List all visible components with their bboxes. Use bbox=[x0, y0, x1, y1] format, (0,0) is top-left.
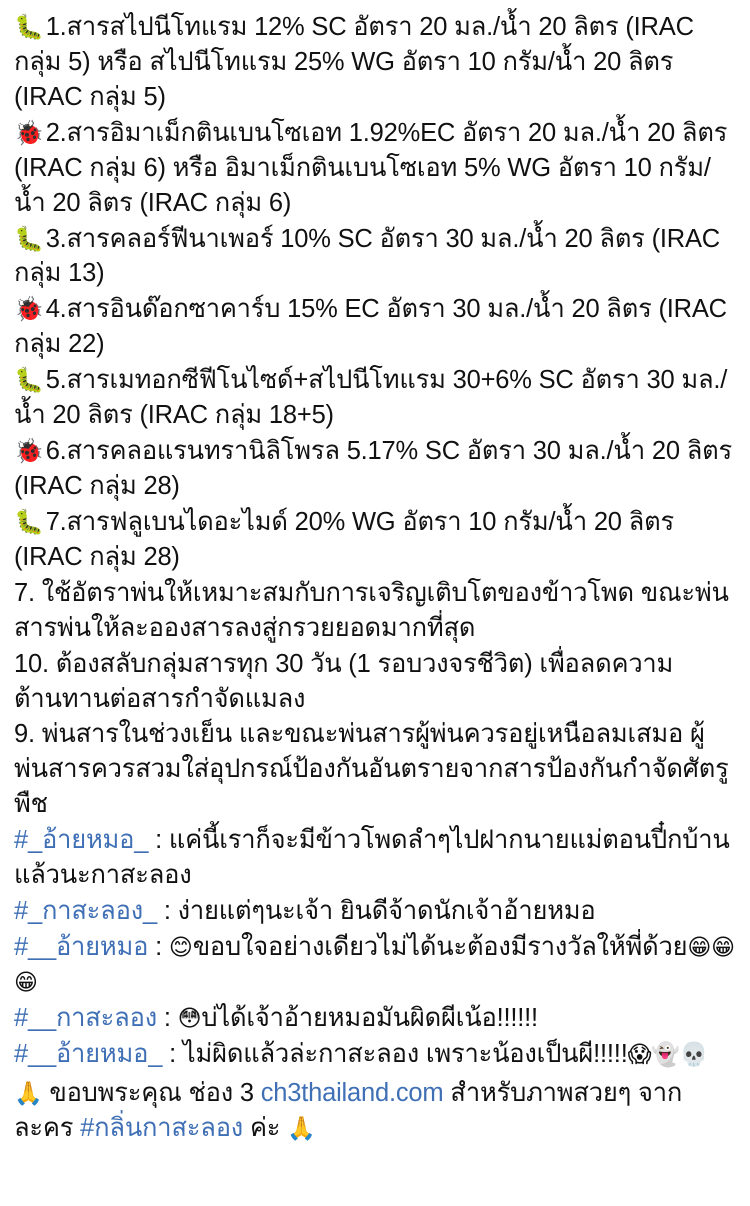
list-item-text: 4.สารอินด๊อกซาคาร์บ 15% EC อัตรา 30 มล./น้ำ 20 ลิตร (IRAC กลุ่ม 22) bbox=[14, 295, 727, 359]
comment-line bbox=[14, 894, 736, 929]
ladybug-icon: 🐞 bbox=[14, 437, 44, 466]
advice-paragraph: 7. ใช้อัตราพ่นให้เหมาะสมกับการเจริญเติบโตของข้าวโพด ขณะพ่นสารพ่นให้ละอองสารลงสู่กรวยยอดมากที่สุด bbox=[14, 578, 729, 642]
comment-text: ไม่ผิดแล้วล่ะกาสะลอง เพราะน้องเป็นผี!!!!! bbox=[182, 1039, 628, 1068]
comment-username[interactable]: #__อ้ายหมอ bbox=[14, 932, 149, 961]
comment-text: บ่ได้เจ้าอ้ายหมอมันผิดผีเน้อ!!!!!! bbox=[201, 1003, 538, 1032]
list-item-text: 1.สารสไปนีโทแรม 12% SC อัตรา 20 มล./น้ำ 20 ลิตร (IRAC กลุ่ม 5) หรือ สไปนีโทแรม 25% WG อัตรา 10 กรัม/น้ำ 20 ลิตร (IRAC กลุ่ม 5) bbox=[14, 13, 694, 111]
comment-text: ขอบใจอย่างเดียวไม่ได้นะต้องมีรางวัลให้พี่ด้วย bbox=[192, 932, 688, 961]
comment-text: ง่ายแต่ๆนะเจ้า ยินดีจ้าดนักเจ้าอ้ายหมอ bbox=[177, 897, 596, 926]
comment-separator: : bbox=[156, 897, 178, 926]
comment-separator: : bbox=[156, 1003, 178, 1032]
post-content bbox=[14, 10, 736, 1146]
praying-hands-icon: 🙏 bbox=[287, 1115, 316, 1142]
credit-text-3: ค่ะ bbox=[243, 1113, 288, 1142]
list-item bbox=[14, 434, 736, 504]
list-item bbox=[14, 10, 736, 115]
comment-separator: : bbox=[148, 932, 169, 961]
advice-paragraph: 9. พ่นสารในช่วงเย็น และขณะพ่นสารผู้พ่นควรอยู่เหนือลมเสมอ ผู้พ่นสารควรสวมใส่อุปกรณ์ป้องกันอันตรายจากสารป้องกันกำจัดศัตรูพืช bbox=[14, 720, 729, 819]
list-item bbox=[14, 363, 736, 433]
credit-link[interactable]: ch3thailand.com bbox=[260, 1078, 444, 1107]
list-item bbox=[14, 222, 736, 292]
comment-emoji-prefix: 😳 bbox=[177, 1005, 202, 1032]
list-item-text: 2.สารอิมาเม็กตินเบนโซเอท 1.92%EC อัตรา 20 มล./น้ำ 20 ลิตร (IRAC กลุ่ม 6) หรือ อิมาเม็กตินเบนโซเอท 5% WG อัตรา 10 กรัม/น้ำ 20 ลิตร (IRAC กลุ่ม 6) bbox=[14, 118, 728, 217]
list-item-text: 6.สารคลอแรนทรานิลิโพรล 5.17% SC อัตรา 30 มล./น้ำ 20 ลิตร (IRAC กลุ่ม 28) bbox=[14, 437, 732, 500]
credit-hashtag[interactable]: #กลิ่นกาสะลอง bbox=[80, 1113, 244, 1142]
caterpillar-icon: 🐛 bbox=[14, 224, 44, 253]
comment-emoji-prefix: 😊 bbox=[168, 934, 193, 961]
credit-text-1: ขอบพระคุณ ช่อง 3 bbox=[42, 1078, 261, 1107]
caterpillar-icon: 🐛 bbox=[14, 13, 44, 41]
ladybug-icon: 🐞 bbox=[14, 295, 44, 324]
caterpillar-icon: 🐛 bbox=[14, 366, 44, 395]
comment-username[interactable]: #__กาสะลอง bbox=[14, 1003, 157, 1032]
comment-line bbox=[14, 1037, 736, 1072]
list-item bbox=[14, 505, 736, 575]
ladybug-icon: 🐞 bbox=[14, 118, 44, 147]
comment-username[interactable]: #_อ้ายหมอ_ bbox=[14, 826, 149, 855]
comment-emoji-suffix: 😱👻💀 bbox=[627, 1041, 709, 1068]
list-item bbox=[14, 292, 736, 362]
list-item-text: 7.สารฟลูเบนไดอะไมด์ 20% WG อัตรา 10 กรัม/น้ำ 20 ลิตร (IRAC กลุ่ม 28) bbox=[14, 507, 674, 571]
comment-separator: : bbox=[162, 1039, 183, 1068]
list-item bbox=[14, 116, 736, 221]
caterpillar-icon: 🐛 bbox=[14, 507, 44, 536]
list-item-text: 3.สารคลอร์ฟีนาเพอร์ 10% SC อัตรา 30 มล./น้ำ 20 ลิตร (IRAC กลุ่ม 13) bbox=[14, 224, 720, 288]
comment-line bbox=[14, 1001, 736, 1036]
comment-separator: : bbox=[148, 826, 169, 855]
comment-username[interactable]: #__อ้ายหมอ_ bbox=[14, 1039, 163, 1068]
comment-line bbox=[14, 823, 736, 893]
advice-paragraph: 10. ต้องสลับกลุ่มสารทุก 30 วัน (1 รอบวงจรชีวิต) เพื่อลดความต้านทานต่อสารกำจัดแมลง bbox=[14, 649, 674, 713]
comment-line bbox=[14, 930, 736, 1000]
credit-line bbox=[14, 1076, 736, 1146]
comment-username[interactable]: #_กาสะลอง_ bbox=[14, 897, 157, 926]
list-item-text: 5.สารเมทอกซีฟีโนไซด์+สไปนีโทแรม 30+6% SC อัตรา 30 มล./น้ำ 20 ลิตร (IRAC กลุ่ม 18+5) bbox=[14, 366, 728, 430]
comment-emoji-suffix: 😁😁😁 bbox=[14, 934, 735, 996]
praying-hands-icon: 🙏 bbox=[14, 1080, 43, 1107]
comment-text: แค่นี้เราก็จะมีข้าวโพดลำๆไปฝากนายแม่ตอนปี๋กบ้านแล้วนะกาสะลอง bbox=[14, 826, 730, 890]
credit-text-2: สำหรับภาพสวยๆ จากละคร bbox=[14, 1078, 683, 1142]
